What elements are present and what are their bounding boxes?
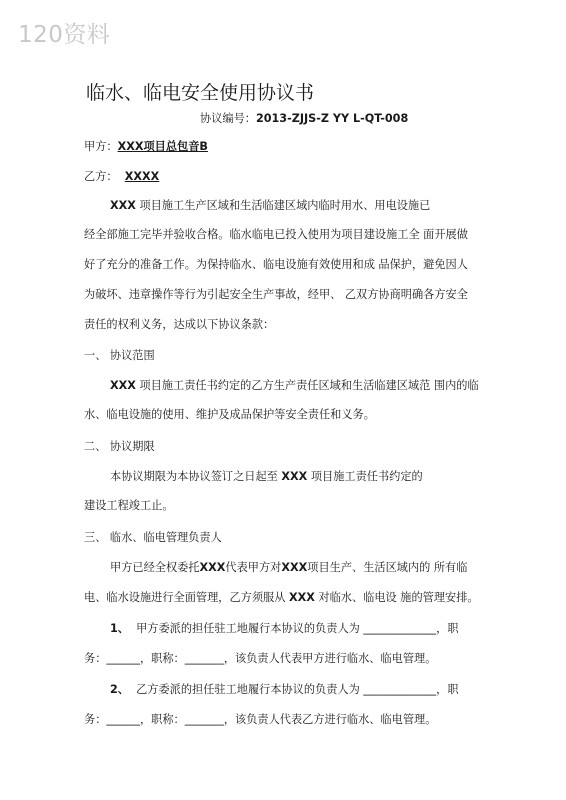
- document-title: 临水、临电安全使用协议书: [86, 82, 315, 104]
- intro-lead: XXX: [110, 199, 136, 212]
- intro-line-2: 经全部施工完毕并验收合格。临水临电已投入使用为项目建设施工全 面开展做: [84, 228, 468, 241]
- party-a-label: 甲方：: [84, 140, 118, 153]
- party-b: [84, 170, 159, 184]
- section-1-line-2: 水、临电设施的使用、维护及成品保护等安全责任和义务。: [84, 408, 375, 421]
- intro-line-1: [110, 199, 430, 213]
- item-1-text: 甲方委派的担任驻工地履行本协议的负责人为 _____________，职: [136, 622, 459, 635]
- section-2-heading: 二、 协议期限: [84, 440, 155, 453]
- section-1-heading: 一、 协议范围: [84, 349, 155, 362]
- section-2-line-1c: 项目施工责任书约定的: [310, 470, 423, 483]
- section-3-item-2: [110, 683, 459, 697]
- section-3-p1e: 项目生产、生活区域内的 所有临: [307, 561, 468, 574]
- party-b-label: 乙方：: [84, 170, 118, 183]
- intro-line-3: 好了充分的准备工作。为保持临水、临电设施有效使用和成 品保护，避免因人: [84, 258, 468, 271]
- section-1-line-1: [110, 379, 479, 393]
- item-2-text: 乙方委派的担任驻工地履行本协议的负责人为 _____________，职: [136, 683, 459, 696]
- section-1-line-1-text: 项目施工责任书约定的乙方生产责任区域和生活临建区域范 围内的临: [139, 379, 479, 392]
- agreement-number: [200, 112, 408, 126]
- party-a-value: XXX项目总包音B: [117, 140, 208, 153]
- agreement-number-label: 协议编号：: [200, 112, 256, 125]
- section-3-line-1: [110, 561, 467, 575]
- intro-line-4: 为破坏、违章操作等行为引起安全生产事故，经甲、 乙双方协商明确各方安全: [84, 288, 468, 301]
- section-3-p1c: 代表甲方对: [225, 561, 282, 574]
- section-3-line-2: [84, 591, 479, 605]
- section-1-lead: XXX: [110, 379, 136, 392]
- section-3-item-1-cont: 务：______，职称：_______，该负责人代表甲方进行临水、临电管理。: [84, 652, 437, 665]
- section-2-line-1a: 本协议期限为本协议签订之日起至: [110, 470, 278, 483]
- item-1-number: 1、: [110, 622, 129, 635]
- section-3-heading: 三、 临水、临电管理负责人: [84, 531, 222, 544]
- section-2-line-2: 建设工程竣工止。: [84, 499, 174, 512]
- watermark: 120资料: [18, 22, 111, 48]
- section-3-p2a: 电、临水设施进行全面管理，乙方须服从: [84, 591, 286, 604]
- section-3-p2b: XXX: [288, 591, 315, 604]
- party-a: [84, 140, 208, 154]
- section-3-item-1: [110, 622, 459, 636]
- section-2-line-1b: XXX: [281, 470, 308, 483]
- section-3-p1b: XXX: [199, 561, 226, 574]
- section-3-item-2-cont: 务：______，职称：_______，该负责人代表乙方进行临水、临电管理。: [84, 713, 437, 726]
- intro-line-5: 责任的权利义务，达成以下协议条款：: [84, 318, 275, 331]
- section-2-line-1: [110, 470, 423, 484]
- section-3-p1a: 甲方已经全权委托: [110, 561, 200, 574]
- intro-line-1-text: 项目施工生产区域和生活临建区域内临时用水、用电设施已: [139, 199, 431, 212]
- section-3-p1d: XXX: [281, 561, 308, 574]
- section-3-p2c: 对临水、临电设 施的管理安排。: [318, 591, 479, 604]
- party-b-value: XXXX: [124, 170, 160, 183]
- item-2-number: 2、: [110, 683, 129, 696]
- agreement-number-value: 2013-ZJJS-Z YY L-QT-008: [255, 112, 409, 125]
